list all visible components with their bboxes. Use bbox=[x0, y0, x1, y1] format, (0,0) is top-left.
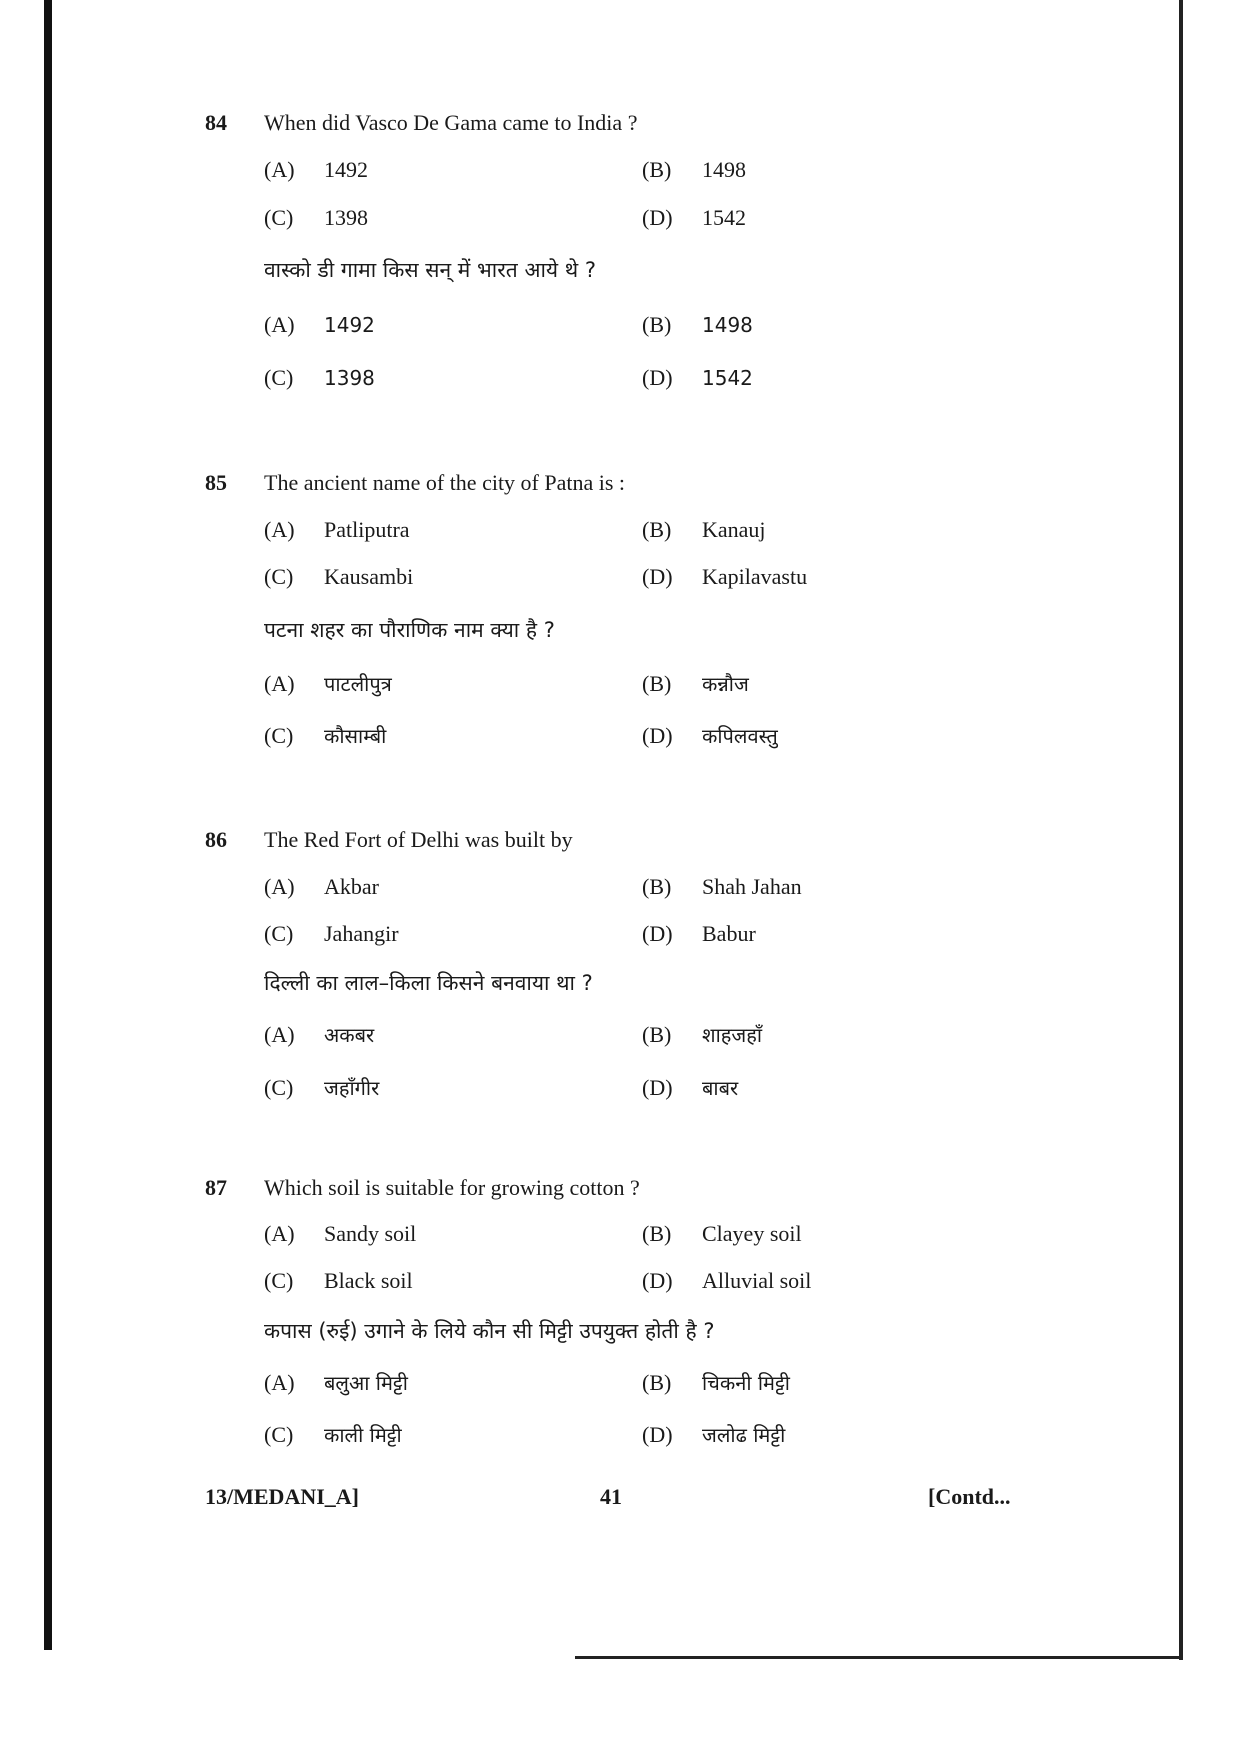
option-d-english: (D) 1542 bbox=[642, 205, 746, 230]
option-d-english: (D) Babur bbox=[642, 921, 756, 946]
option-d-hindi: (D) बाबर bbox=[642, 1075, 739, 1100]
option-c-english: (C) Jahangir bbox=[264, 921, 399, 946]
scan-border-bottom bbox=[575, 1656, 1183, 1659]
option-b-english: (B) Kanauj bbox=[642, 517, 766, 542]
question-text-english: Which soil is suitable for growing cotton ? bbox=[264, 1175, 640, 1200]
option-a-english: (A) Akbar bbox=[264, 874, 379, 899]
option-d-hindi: (D) जलोढ मिट्टी bbox=[642, 1422, 786, 1447]
option-d-hindi: (D) 1542 bbox=[642, 365, 753, 390]
option-b-english: (B) Shah Jahan bbox=[642, 874, 802, 899]
option-d-english: (D) Alluvial soil bbox=[642, 1268, 812, 1293]
question-text-hindi: कपास (रुई) उगाने के लिये कौन सी मिट्टी उपयुक्त होती है ? bbox=[264, 1319, 715, 1343]
question-text-hindi: दिल्ली का लाल–किला किसने बनवाया था ? bbox=[264, 971, 593, 995]
question-text-english: When did Vasco De Gama came to India ? bbox=[264, 110, 638, 135]
option-b-english: (B) Clayey soil bbox=[642, 1221, 802, 1246]
option-c-hindi: (C) 1398 bbox=[264, 365, 375, 390]
option-a-hindi: (A) अकबर bbox=[264, 1022, 375, 1047]
option-a-hindi: (A) बलुआ मिट्टी bbox=[264, 1370, 408, 1395]
question-text-english: The Red Fort of Delhi was built by bbox=[264, 827, 573, 852]
option-b-hindi: (B) कन्नौज bbox=[642, 671, 749, 696]
option-b-hindi: (B) शाहजहाँ bbox=[642, 1022, 763, 1047]
question-text-english: The ancient name of the city of Patna is : bbox=[264, 470, 626, 495]
paper-code: 13/MEDANI_A] bbox=[205, 1484, 359, 1509]
option-c-english: (C) Black soil bbox=[264, 1268, 413, 1293]
option-d-english: (D) Kapilavastu bbox=[642, 564, 808, 589]
option-b-hindi: (B) 1498 bbox=[642, 312, 753, 337]
option-b-hindi: (B) चिकनी मिट्टी bbox=[642, 1370, 790, 1395]
page-number: 41 bbox=[600, 1484, 622, 1509]
option-c-english: (C) Kausambi bbox=[264, 564, 414, 589]
option-b-english: (B) 1498 bbox=[642, 157, 746, 182]
option-c-hindi: (C) कौसाम्बी bbox=[264, 723, 387, 748]
option-c-hindi: (C) जहाँगीर bbox=[264, 1075, 380, 1100]
scan-border-right bbox=[1179, 0, 1183, 1660]
option-c-english: (C) 1398 bbox=[264, 205, 368, 230]
option-a-hindi: (A) पाटलीपुत्र bbox=[264, 671, 392, 696]
question-number: 86 bbox=[205, 827, 227, 852]
question-text-hindi: वास्को डी गामा किस सन् में भारत आये थे ? bbox=[264, 258, 597, 282]
question-number: 84 bbox=[205, 110, 227, 135]
option-c-hindi: (C) काली मिट्टी bbox=[264, 1422, 402, 1447]
option-a-english: (A) Sandy soil bbox=[264, 1221, 417, 1246]
question-number: 85 bbox=[205, 470, 227, 495]
continued-label: [Contd... bbox=[928, 1484, 1011, 1509]
option-a-hindi: (A) 1492 bbox=[264, 312, 375, 337]
scan-border-left bbox=[44, 0, 52, 1650]
option-d-hindi: (D) कपिलवस्तु bbox=[642, 723, 778, 748]
option-a-english: (A) 1492 bbox=[264, 157, 368, 182]
question-number: 87 bbox=[205, 1175, 227, 1200]
question-text-hindi: पटना शहर का पौराणिक नाम क्या है ? bbox=[264, 618, 555, 642]
option-a-english: (A) Patliputra bbox=[264, 517, 410, 542]
